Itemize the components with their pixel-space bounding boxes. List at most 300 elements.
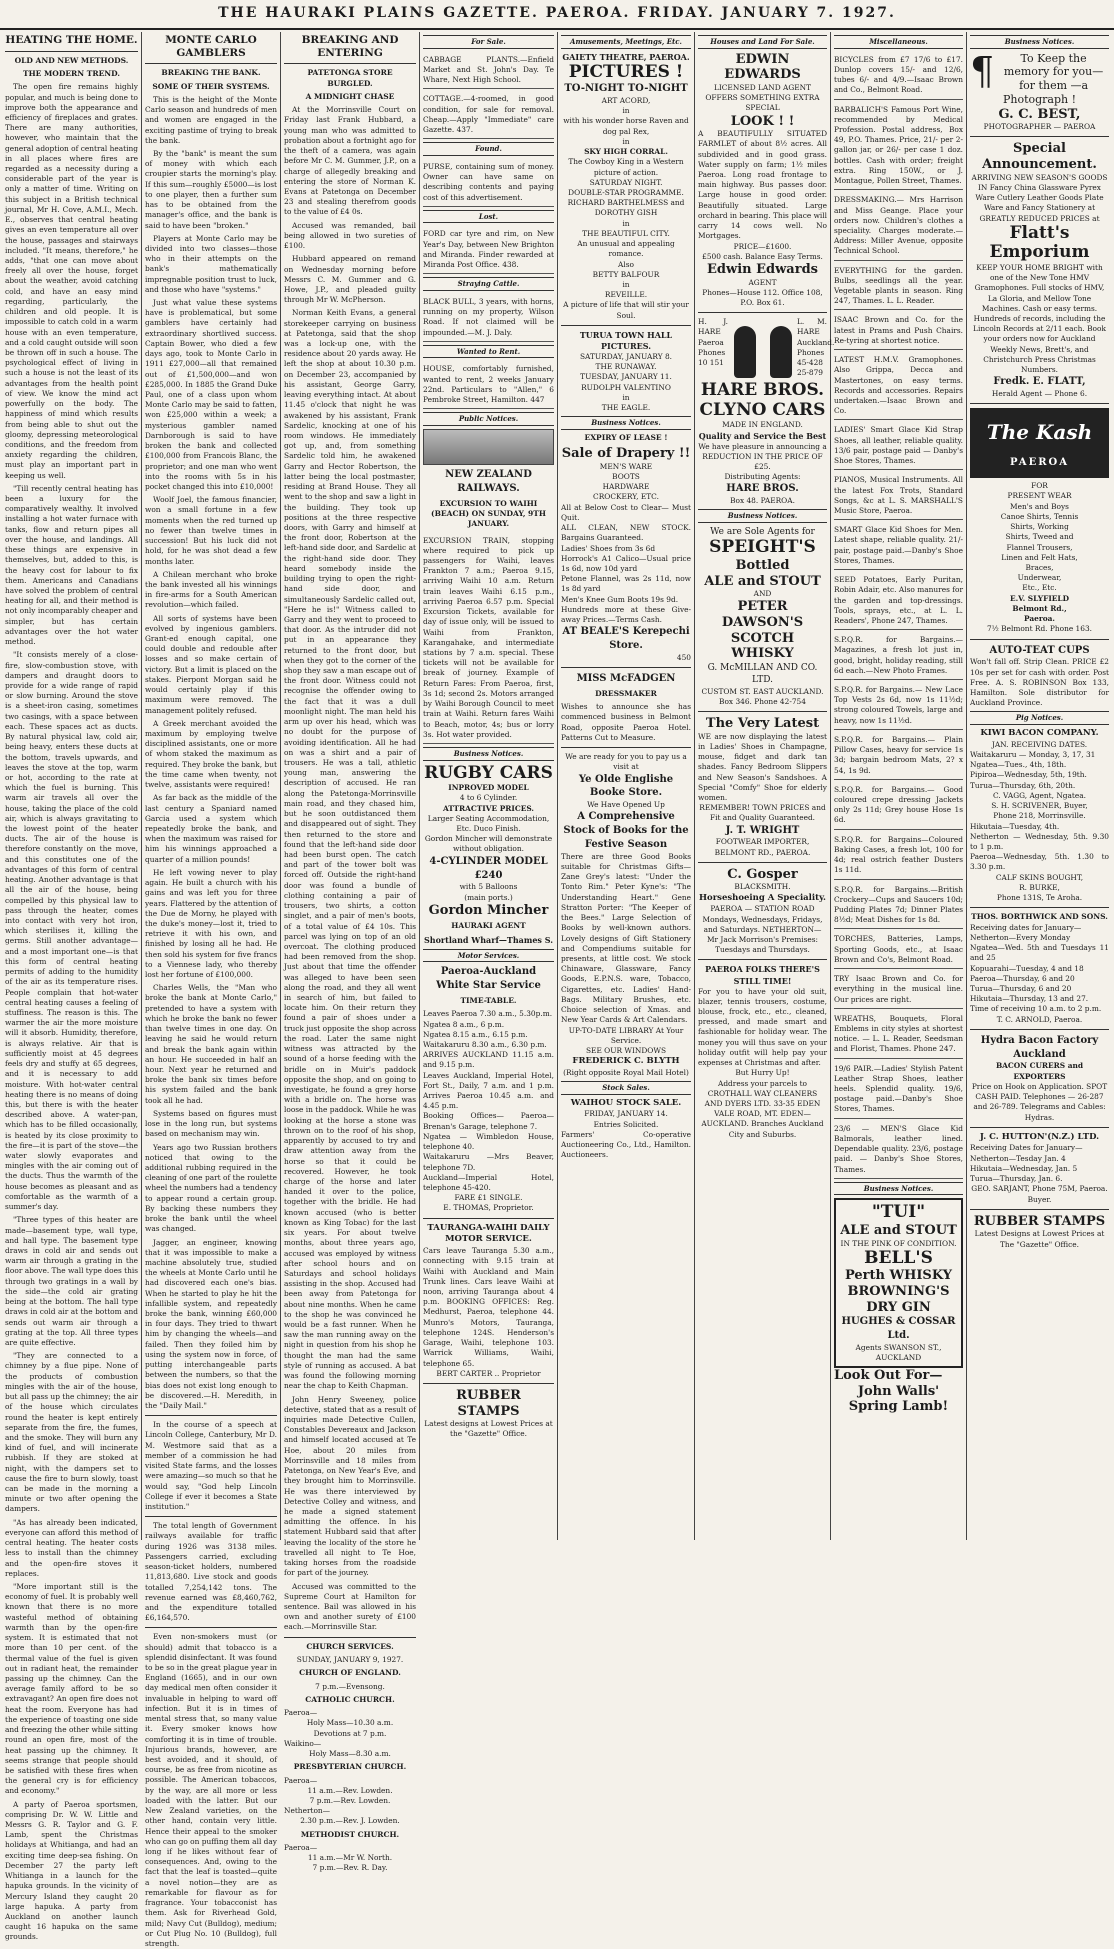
kiwi-line: Hikutaia—Tuesday, 4th. [970,821,1060,831]
farm-price: PRICE—£1600. [733,241,792,251]
programme-line: SATURDAY NIGHT. [589,177,663,187]
programme-line: REVEILLE. [604,290,648,300]
church-line: Holy Mass—10.30 a.m. [306,1718,394,1728]
divider [145,1627,277,1628]
borthwick-line: Paeroa—Thursday, 6 and 20 [970,973,1075,983]
church-line: Paeroa— [284,1708,318,1718]
church-line: 11 a.m.—Rev. Lowden. [307,1785,393,1795]
misc-ad: BICYCLES from £7 17/6 to £17. Dunlop covers 15/- and 12/6, tubes 6/- and 4/9.—Isaac Brown and Co., Belmont Road. [834,52,963,100]
bus-line: Ngatea 8.15 a.m., 6.15 p.m. [423,1029,528,1039]
kash-line: Shirts, Tweed and [1005,532,1074,542]
programme-line: with his wonder horse Raven and dog pal Rex, [563,116,689,136]
divider [423,1218,554,1219]
bells: BELL'S [864,1247,933,1268]
divider [970,639,1109,640]
misc-ad: S.P.Q.R. for Bargains.— Magazines, a fresh lot just in, good, bright, holiday reading, still 6d each.—New Photo Frames. [834,632,963,680]
mincher-name: Gordon Mincher [428,902,549,918]
perth-whisky: Perth WHISKY [844,1268,953,1284]
paragraph: A Chilean merchant who broke the bank invested all his winnings in fire-arms for a South American revolution—which failed. [145,569,277,610]
kash-line: Men's and Boys [1010,501,1069,511]
classified-ad: FORD car tyre and rim, on New Year's Day, between New Brighton and Miranda. Finder rewarded at Miranda Post Office. 438. [423,226,554,274]
clyno-cars: CLYNO CARS [699,399,826,420]
borthwick-line: Turua—Thursday, 6 and 20 [970,983,1072,993]
clyno-text: We have pleasure in announcing a REDUCTION IN THE PRICE OF £25. [698,441,827,471]
article-title: MONTE CARLO GAMBLERS [165,34,257,59]
classified-ad: BLACK BULL, 3 years, with horns, running on my property, Wilson Road. If not claimed will be impounded.—M. J. Daly. [423,294,554,342]
hydra-title: Hydra Bacon Factory Auckland [980,1034,1099,1060]
programme-line: An unusual and appealing romance. [577,239,675,259]
category-misc: Miscellaneous. [834,35,963,49]
flatt-sub: Herald Agent — Phone 6. [991,389,1088,399]
category-lost: Lost. [423,210,554,224]
kiwi-line: Paeroa—Wednesday, 5th. 1.30 to 3.30 p.m. [970,852,1109,872]
programme-line: RICHARD BARTHELMESS and DOROTHY GISH [567,198,685,218]
divider [284,1637,416,1638]
divider [970,1029,1109,1030]
programme-line: in [622,136,630,146]
category-business: Business Notices. [698,509,827,523]
article-title: BREAKING AND ENTERING [301,34,399,59]
dressmaker-text: Wishes to announce she has commenced business in Belmont Road, opposite Paeroa Hotel. Patterns Cut to Measure. [561,702,691,742]
bookstore-opened: We Have Opened Up [587,800,665,810]
mcmillan-box: Box 346. Phone 42-754 [719,696,806,706]
church-date: SUNDAY, JANUARY 9, 1927. [296,1654,404,1664]
very-latest: The Very Latest [705,716,820,732]
paragraph: Norman Keith Evans, a general storekeeper carrying on business at Patetonga, said that the shop was a lock-up one, with the residence about 20 yards away. He left the shop at about 10.30 p.m. on December 23, accompanied by his assistant, George Garry, leaving everything intact. At about 11.45 o'clock that night he was awakened by his assistant, Frank Sardelic, knocking at one of his room windows. He immediately got up, and, from something Sardelic told him, he awakened Garry and Hector Robertson, the latter being the local postmaster, residing at Brand House. They all went to the shop and saw a light in the building. They took up positions at the three respective doors, with Garry and himself at the front door, Robertson at the left-hand side door, and Sardelic at the right-hand side door. They heard somebody inside the building trying to open the right-hand side door, and simultaneously Sardelic called out, "Here he is!" Witness called to Garry and they went to proceed to that door. As the intruder did not put in an appearance they returned to the front door, but when they got to the corner of the shop they saw a man escape out of the front door. Witness could not recognise the offender owing to the fact that it was a dull moonlight night. The man held his arm up over his head, which was no doubt for the purpose of avoiding identification. All he had on was a shirt and a pair of trousers. He was a tall, athletic young man, answering the description of accused. He ran along the Patetonga-Morrinsville main road, and they chased him, but he soon outdistanced them and disappeared out of sight. They then returned to the store and found that the left-hand side door had been burst open. The catch and part of the tower bolt was forced off. Outside the right-hand door was found a bundle of clothing containing a pair of trousers, two shirts, a cotton singlet, and a pair of men's boots, of a total value of £4 10s. This parcel was lying on top of an old overcoat. The clothing produced had been removed from the shop. Just about that time the offender was alleged to have been seen along the road, and they all went in search of him, but failed to locate him. On their return they found a pair of shoes under a truck just opposite the shop across the road. Later the same night witness was attracted by the sound of a horse feeding with the bridle on in Muir's paddock opposite the shop, and on going to investigate, he found a grey horse with a bridle on. The horse was loose in the paddock. While he was looking at the horse a stone was thrown on to the roof of his shop, apparently by accused to try and draw attention away from the horse so that it could be recovered. However, he took charge of the horse and later handed it over to the police, together with the bridle. He had known accused (who is better known as King Tobac) for the last six years. For about twelve months, about three years ago, accused was employed by witness after school hours and on Saturdays and school holidays assisting in the shop. Accused had been away from Patetonga for about nine months. When he came to the shop he was convinced he would be a fast runner. When he saw the man running away on the night in question from his shop he thought the man had the same style of running as accused. A bat was found the following morning near the chap to Keith Chapman. [284,308,416,1391]
programme-line: THE BEAUTIFUL CITY. [582,228,670,238]
borthwick-line: Receiving dates for January— [970,922,1082,932]
drapery-title: Sale of Drapery !! [561,446,691,462]
keep-memory: To Keep the memory for you—for them —a Photograph ! [1002,51,1104,106]
divider [698,959,827,960]
dressmaker-name: MISS McFADGEN [576,673,676,685]
speights: SPEIGHT'S [709,537,816,558]
divider [698,862,827,863]
misc-ad: 19/6 PAIR.—Ladies' Stylish Patent Leather Strap Shoes, leather heels. Splendid quality. 19/6, postage paid.—Danby's Shoe Stores, Thames. [834,1061,963,1119]
bus-line: Booking Offices— Paeroa—Brenan's Garage, telephone 7. [423,1111,554,1131]
rugby-title: RUGBY CARS [424,762,553,783]
kash-line: Underwear, [1017,573,1062,583]
and: AND [753,589,772,599]
church-line: Paeroa— [284,1842,318,1852]
kiwi-line: Ngatea—Tues., 4th, 18th. [970,760,1067,770]
train-illustration [423,429,554,465]
category-for-sale: For Sale. [423,35,554,49]
tui-ad [834,1198,963,1368]
divider [561,667,691,668]
rugby-line: Larger Seating Accommodation, Etc. Duco Finish. [427,813,550,834]
programme-line: in [622,279,630,289]
kiwi-line: Waitakaruru — Monday, 3, 17, 31 [970,750,1096,760]
paragraph: This is the height of the Monte Carlo season and hundreds of men and women are engaged in the exciting pastime of trying to break the bank. [145,94,277,145]
article-subtitle-2: SOME OF THEIR SYSTEMS. [152,81,270,91]
drapery-line: Horrock's A1 Calico—Usual price 1s 6d, now 10d yard [561,553,691,573]
hare-header [698,317,835,381]
bus-subtitle: TIME-TABLE. [460,995,517,1005]
divider [284,63,416,64]
edwin-title: EDWIN EDWARDS [724,51,801,83]
bus-line: ARRIVES AUCKLAND 11.15 a.m. and 9.15 p.m. [423,1050,554,1070]
look-out: Look Out For— [834,1368,943,1384]
hydra-sub: BACON CURERS and EXPORTERS [995,1061,1084,1081]
drapery-line: Men's Knee Gum Boots 19s 9d. [561,594,679,604]
hutton-line: Receiving Dates for January— [970,1143,1083,1153]
paragraph: "Till recently central heating has been a luxury for the comparatively wealthy. It involved installing a hot water furnace with tanks, flow and return pipes all over the house, and landings. All these things are expensive in themselves, but, added to this, is the heavy cost for labour to fix them. Americans and Canadians have solved the problem of central heating for all, and their method is not only incomparably cheaper and simpler, but has certain advantages over the hot water method. [5,483,138,647]
look-heading: LOOK ! ! [730,113,795,129]
rugby-line: 4-CYLINDER MODEL £240 [429,855,548,881]
tui-title: "TUI" [871,1202,926,1223]
tauranga-title: TAURANGA-WAIHI DAILY MOTOR SERVICE. [427,1222,550,1245]
misc-ad: BARBALICH'S Famous Port Wine, recommended by Medical Profession. Postal address, Box 49, P.O. Thames. Price, 21/- per 2-gallon jar, or 26/- per case 1 doz. bottles. Cash with order; freight extra. Ring 150W., or J. Montague, Pollen Street, Thames. [834,102,963,191]
kash-line: PRESENT WEAR [1007,491,1072,501]
borthwick-line: T. C. ARNOLD, Paeroa. [996,1014,1083,1024]
railways-text: EXCURSION TRAIN, stopping where required to pick up passengers for Waihi, leaves Frankton 7 a.m.; Paeroa 9.15, arriving Waihi 10 a.m. Return train leaves Waihi 6.15 p.m., arriving Paeroa 6.57 p.m. Special Excursion Tickets, available for day of issue only, will be issued to Waihi from Frankton, Karangahake, and intermediate stations by 7 a.m. special. These tickets will not be available for break of journey. Example of Return Fares: From Paeroa, first, 3s 1d; second 2s. Motors arranged by Waihi Borough Council to meet train at Waihi. Return fares Waihi to Beach, motor, 4s; bus or lorry 3s. Hot water provided. [423,533,554,744]
divider [970,907,1109,908]
misc-ad: PIANOS, Musical Instruments. All the latest Fox Trots, Standard Songs, &c at L. S. MARSHALL'S Music Store, Paeroa. [834,472,963,520]
church-line: Netherton— [284,1806,331,1816]
bookstore-name: Ye Olde Englishe Booke Store. [578,773,674,799]
kash-line: E.V. SLYFIELD [1009,593,1070,603]
misc-ad: TRY Isaac Brown and Co. for everything in the musical line. Our prices are right. [834,971,963,1009]
paragraph: By the "bank" is meant the sum of money with which each croupier starts the morning's play. If this sum—roughly £5000—is lost to one player, then a further sum has to be obtained from the manager's office, and the bank is said to have been "broken." [145,148,277,230]
category-straying: Straying Cattle. [423,277,554,291]
tui-sub: ALE and STOUT [840,1222,957,1238]
hare-bros: HARE BROS. [700,380,825,401]
category-amusements: Amusements, Meetings, Etc. [561,35,691,49]
farmers-coop: Farmers' Co-operative Auctioneering Co., Ltd., Hamilton. Auctioneers. [561,1129,691,1160]
hutton-line: GEO. SARJANT, Phone 75M, Paeroa. Buyer. [971,1184,1108,1204]
kash-line: Belmont Rd., [1012,603,1067,613]
article-subtitle: OLD AND NEW METHODS. [14,55,129,65]
edwin-signature: Edwin Edwards [707,261,818,277]
bus-line: Leaves Auckland, Imperial Hotel, Fort St., Daily, 7 a.m. and 1 p.m. Arrives Paeroa 10.45 a.m. and 4.45 p.m. [423,1070,554,1111]
bus-line: Leaves Paeroa 7.30 a.m., 5.30p.m. [423,1009,553,1019]
column-miscellaneous [831,32,967,1540]
kash-name: The Kash [986,420,1093,445]
town-hall-line: RUDOLPH VALENTINO [581,382,671,392]
autoteat-text: Won't fall off. Strip Clean. PRICE £2 10s per set for cash with order. Post Free. A. S. ROBINSON Box 133, Hamilton. Sole distributor for Auckland Province. [970,657,1109,708]
horseshoeing: Horseshoeing A Speciality. [699,892,826,903]
rugby-line: ATTRACTIVE PRICES. [442,803,535,813]
kiwi-line: Netherton — Wednesday, 5th. 9.30 to 1 p.m. [970,831,1109,851]
drapery-line: MEN'S WARE [599,461,653,471]
divider [698,711,827,712]
church-line: Paeroa— [284,1775,318,1785]
town-hall-line: THE RUNAWAY. [595,362,657,372]
kash-line: Flannel Trousers, [1006,542,1073,552]
pilcrow-icon: ¶ [970,48,995,93]
column-classifieds [420,32,558,1540]
classified-ad: COTTAGE.—4-roomed, in good condition, for sale for removal. Cheap.—Apply "Immediate" care Gazette. 437. [423,91,554,139]
stock-sale-sub: Entries Solicited. [593,1119,659,1129]
autoteat-title: AUTO-TEAT CUPS [989,644,1090,656]
church-line: 7 p.m.—Rev. R. Day. [312,1863,388,1873]
ad-number: 450 [676,652,691,662]
borthwick-line: Time of receiving 10 a.m. to 2 p.m. [970,1004,1102,1014]
windows: SEE OUR WINDOWS [585,1045,667,1055]
borthwick-line: Hikutaia—Thursday, 13 and 27. [970,994,1089,1004]
programme-line: in [622,218,630,228]
church-heading: METHODIST CHURCH. [300,1829,400,1839]
borthwick-line: Netherton—Every Monday [970,932,1071,942]
paragraph: A Greek merchant avoided the maximum by employing twelve disciplined assistants, one or more of whom staked the maximum as required. They broke the bank, but the time came when twenty, not twelve, assistants were required! [145,718,277,790]
hurry: But Hurry Up! [735,1068,790,1078]
latest-text: WE are now displaying the latest in Ladies' Shoes in Champagne, mouse, fidget and dark tan shades. Fancy Bedroom Slippers and New Season's Sandshoes. A Special "Comfy" Shoe for elderly women. [698,731,827,802]
bus-line: E. THOMAS, Proprietor. [443,1203,534,1213]
railways-subtitle: EXCURSION TO WAIHI (BEACH) ON SUNDAY, 9TH JANUARY. [431,498,546,529]
divider [970,1209,1109,1210]
clyno-quality: Quality and Service the Best [698,430,827,441]
kash-line: Etc., Etc. [1022,583,1057,593]
bus-line: Ngatea — Wimbledon House, telephone 40. [423,1131,554,1152]
column-business-notices [967,32,1112,1540]
church-heading: CATHOLIC CHURCH. [305,1694,395,1704]
misc-ad: S.P.Q.R. for Bargains.— Plain Pillow Cases, heavy for service 1s 3d; bargain bedroom Mats, 2? x 54, 1s 9d. [834,732,963,780]
masthead [0,0,1114,30]
paragraph: Systems based on figures must lose in the long run, but systems based on mechanism may win. [145,1108,277,1139]
paragraph: Hubbard appeared on remand on Wednesday morning before Messrs C. M. Gummer and G. Howe, J.P., and pleaded guilty through Mr W. McPherson. [284,254,416,305]
paragraph: Woolf Joel, the famous financier, won a small fortune in a few moments when the red turned up no fewer than twelve times in succession! But his luck did not hold, for he was shot dead a few months later. [145,495,277,566]
bus-line: Waitakaruru 8.30 a.m., 6.30 p.m. [423,1039,547,1049]
remember: REMEMBER! TOWN PRICES and Fit and Quality Guaranteed. [699,803,826,823]
misc-ad: TORCHES, Batteries, Lamps, Sporting Goods, etc., at Isaac Brown and Co's, Belmont Road. [834,931,963,969]
divider [970,1127,1109,1128]
town-hall-title: TURUA TOWN HALL PICTURES. [579,329,673,351]
paragraph: He left vowing never to play again. He built a church with his gains and was left you for three years. Flattered by the attention of the Due de Morny, he played with the duke's money—lost it, tried to retrieve it with his own, and finished by losing all he had. He then sold his system for five francs to a Viennese lady, who thereby lost her fortune of £100,000. [145,867,277,980]
flatts-emporium: Flatt's Emporium [989,222,1090,263]
drapery-line: HARDWARE [602,482,650,492]
paragraph: As far back as the middle of the last century a Spaniard named Garcia used a system which repeatedly broke the bank, and when the maximum was raised for him his winnings approached a quarter of a million pounds! [145,793,277,864]
borthwick-line: Ngatea—Wed. 5th and Tuesdays 11 and 25 [970,943,1109,963]
best-name: G. C. BEST, [998,106,1081,122]
folks-text: For you to have your old suit, blazer, tennis trousers, costume, blouse, frock, etc., etc., cleaned, pressed, and made smart and fashionable for holiday wear. The money you will thus save on your holiday outfit will help pay your expenses at Christmas and after. [698,986,827,1068]
article-title: HEATING THE HOME. [5,34,138,46]
paragraph: At the Morrinsville Court on Friday last Frank Hubbard, a young man who was admitted to probation about a fortnight ago for the theft of a camera, was again before Mr C. M. Gummer, J.P., on a charge of allegedly breaking and entering the store of Norman K. Evans at Patetonga on December 23 and stealing therefrom goods to the value of £4 0s. [284,105,416,217]
drapery-line: CROCKERY, ETC. [593,492,659,502]
article-subtitle-2: A MIDNIGHT CHASE [305,91,395,101]
classified-ad: CABBAGE PLANTS.—Enfield Market and St. John's Day. Te Whare, Next High School. [423,52,554,90]
paragraph: "Three types of this heater are made—basement type, wall type, and hall type. The basement type draws in cold air and sends out warm air through a grating in the floor above. The wall type does this through two gratings in a wall by the side—the cold air grating being at the bottom. The hall type draws in cold air at the bottom and sends out warm air through a grating at the top. All three types are quite effective. [5,1215,138,1347]
sole-agents: We are Sole Agents for [710,527,815,538]
church-line: Waikino— [284,1738,322,1748]
flatt-text: KEEP YOUR HOME BRIGHT with one of the New Tone HMV Gramophones. Full stocks of HMV, La Gloria, and Mellow Tone Machines. Cash or easy terms. Hundreds of records, including the Lincoln Records at 2/11 each. Book your orders now for Auckland Weekly News, Brett's, and Christchurch Press Christmas Numbers. [973,262,1106,375]
paragraph: A party of Paeroa sportsmen, comprising Dr. W. W. Little and Messrs G. R. Taylor and G. F. Lamb, spent the Christmas holidays at Whitianga, and had an exciting time deep-sea fishing. On December 27 the party left Whitianga in a launch for the hapuka grounds. In the vicinity of Mercury Island they caught 20 large hapuka. A party from Auckland on another launch caught 16 hapuka on the same grounds. [5,1799,138,1942]
paragraph: "More important still is the economy of fuel. It is probably well known that there is no more wasteful method of obtaining warmth than by the open-fire system. It is estimated that not more than 10 per cent. of the thermal value of the fuel is given out in radiant heat, the remainder passing up the chimney. Can the average family afford to be so extravagant? An open fire does not heat the room. Everyone has had the experience of toasting one side and freezing the other while sitting round an open fire, most of the heat passing up the chimney. It seems strange that people should be satisfied with these fires when the general cry is for efficiency and economy." [5,1582,138,1796]
masthead-title: THE HAURAKI PLAINS GAZETTE. PAEROA. FRIDAY. JANUARY 7. 1927. [218,5,896,21]
blyth-sub: (Right opposite Royal Mail Hotel) [563,1067,689,1077]
theatre-name: GAIETY THEATRE, PAEROA. [562,51,690,62]
category-wanted: Wanted to Rent. [423,345,554,359]
category-business: Business Notices. [970,35,1109,49]
paragraph: In the course of a speech at Lincoln College, Canterbury, Mr D. M. Westmore said that as a member of a commission he had visited State farms, and the losses were amazing—so much so that he would say, "God help Lincoln College if ever it becomes a State institution." [145,1420,277,1511]
best-sub: PHOTOGRAPHER — PAEROA [983,122,1096,132]
programme-line: Also [618,259,634,269]
drapery-line: ALL CLEAN, NEW STOCK. Bargains Guaranteed. [561,523,691,543]
bottled: Bottled [735,558,790,574]
rabbits-logo [734,320,792,378]
misc-ad: WREATHS, Bouquets, Floral Emblems in city styles at shortest notice. — L. L. Reader, Seedsman and Florist, Thames. Phone 247. [834,1011,963,1059]
paragraph: "It consists merely of a close-fire, slow-combustion stove, with dampers and draught doors to provide for a wide range of rapid or slow burning. Around the stove is a sheet-iron casing, sometimes two casings, with a space between each. These spaces act as ducts. By natural physical law, cold air, being heavy, enters these ducts at the bottom, travels upwards, and leaves the stove at the top, warm or hot, according to the rate at which the fuel is burning. This warm air travels all over the house, taking the place of the cold air, which is always gravitating to the lowest point of the heater ducts. The air of the house is therefore constantly on the move, and this constitutes one of the advantages of this form of central heating. Another advantage is that all the air of the house, being compelled by this physical law to pass through the heater, comes into contact with very hot iron, which sterilises it, killing the germs. Still another advantage—and a most important one—is that this form of central heating permits of adding to the humidity of the air as its temperature rises. People complain that hot-water central heating causes a feeling of stuffiness. The reason is this. The warmer the air the more moisture will it absorb. Humidity, therefore, is always relative. Air that is sufficiently moist at 45 degrees feels dry and stuffy at 65 degrees, and it is necessary to add moisture. With hot-water central heating there is no means of doing this, but there is with the heater described above. A water-pan, which has to be filled occasionally, is heated by its close proximity to the fire—it is part of the stove—the water slowly evaporates and mingles with the air coming out of the ducts. Thus the warmth of the house becomes as pleasant and as comfortable as the warmth of a summer's day. [5,650,138,1212]
divider [5,51,138,52]
stock-sale-date: FRIDAY, JANUARY 14. [584,1109,668,1119]
kash-for: FOR [1031,481,1048,491]
classified-ad: PURSE, containing sum of money. Owner can have same on describing contents and paying cost of this advertisement. [423,159,554,207]
hutton-line: Hikutaia—Wednesday, Jan. 5 [970,1163,1078,1173]
category-houses: Houses and Land For Sale. [698,35,827,49]
programme-line: The Cowboy King in a Western picture of action. [568,157,684,177]
rugby-line: with 5 Balloons [459,882,518,892]
kiwi-line: R. BURKE, [1019,882,1060,892]
column-monte-carlo [142,32,281,1948]
category-business: Business Notices. [561,416,691,430]
beale-store: AT BEALE'S Kerepechi Store. [562,626,690,652]
kiwi-line: CALF SKINS BOUGHT, [995,872,1084,882]
mcmillan: G. McMILLAN AND CO. LTD. [707,662,818,686]
kash-line: Braces, [1025,563,1054,573]
bus-title: Paeroa-Auckland White Star Service [436,966,541,992]
category-business: Business Notices. [423,747,554,761]
kiwi-line: Pipiroa—Wednesday, 5th, 19th. [970,770,1087,780]
gosper-sub: BLACKSMITH. [734,882,791,892]
category-pig: Pig Notices. [970,711,1109,725]
category-business: Business Notices. [834,1182,963,1196]
church-line: 11 a.m.—Mr W. North. [307,1853,393,1863]
library: UP-TO-DATE LIBRARY At Your Service. [568,1025,684,1045]
article-subtitle-2: THE MODERN TREND. [23,68,120,78]
misc-ad: 23/6 — MEN'S Glace Kid Balmorals, leather lined. Dependable quality. 23/6, postage paid. — Danby's Shoe Stores, Thames. [834,1121,963,1179]
divider [561,747,691,748]
church-heading: CHURCH OF ENGLAND. [299,1668,401,1678]
divider [970,403,1109,404]
paragraph: Charles Wells, the "Man who broke the bank at Monte Carlo," pretended to have a system with which he broke the bank no fewer than twelve times in one day. On leaving he said he would return and break the bank again within an hour. He succeeded in half an hour. Next year he returned and broke the bank six times before his system failed and the bank took all he had. [145,983,277,1105]
mincher-sub: HAURAKI AGENT [451,921,526,931]
paragraph: "They are connected to a chimney by a flue pipe. None of the products of combustion mingles with the air of the house, but all pass up the chimney; the air of the house which circulates round the heater is kept entirely separate from the fire, the fumes, and the smoke. They will burn any kind of fuel, and will incinerate rubbish. If they are stoked at night, with the dampers set to cause the fire to burn slowly, toast can be made in the morning a minute or two after opening the dampers. [5,1351,138,1514]
john-walls: John Walls' Spring Lamb! [848,1383,949,1415]
rugby-line: 4 to 6 Cylinder. [459,793,518,803]
kash-line: Canoe Shirts, Tennis [1000,511,1079,521]
kash-logo [970,408,1109,478]
programme-line: DOUBLE-STAR PROGRAMME. [568,188,684,197]
blyth-name: FREDERICK C. BLYTH [572,1056,680,1067]
misc-ad: EVERYTHING for the garden. Bulbs, seedlings all the year. Vegetable plants in season. Ring 247, Thames. L. L. Reader. [834,263,963,311]
church-title: CHURCH SERVICES. [306,1641,394,1651]
category-motor: Motor Services. [423,949,554,963]
farm-text: A BEAUTIFULLY SITUATED FARMLET of about 8½ acres. All subdivided and in good grass. Water supply on farm; 1½ miles Paeroa. Long road frontage to main highway. Bus passes door. Large house in good order. Beautifully situated. Large orchard in bearing. This place will carry 14 cows well. No Mortgages. [698,129,827,241]
rugby-line: (main ports.) [464,892,513,902]
misc-ad: SEED Potatoes, Early Puritan, Robin Adair, etc. Also manures for the garden and top-dressings. Tools, sprays, etc., at L. L. Readers', Phone 247, Thames. [834,572,963,630]
edwin-agent: AGENT [748,277,777,287]
gosper-text: PAEROA — STATION ROAD Mondays, Wednesdays, Fridays, and Saturdays. NETHERTON— Mr Jack Morrison's Premises: Tuesdays and Thursdays. [702,904,823,955]
misc-ad: S.P.Q.R. for Bargains—Coloured Baking Cases, a fresh lot, 100 for 4d; real ostrich feather Dusters 1s 11d. [834,832,963,880]
programme-line: ART ACORD, [601,96,651,106]
pictures-title: PICTURES ! [568,61,684,82]
hare-left: H. J. HARE Paeroa Phones 10 151 [698,317,728,368]
peter-dawson: PETER DAWSON'S [721,599,804,631]
hutton-line: Netherton—Tesday Jan. 4 [970,1153,1066,1163]
customs-st: CUSTOM ST. EAST AUCKLAND. [701,686,824,696]
category-found: Found. [423,142,554,156]
edwin-sub: LICENSED LAND AGENT OFFERS SOMETHING EXTRA SPECIAL [705,82,820,113]
kash-line: Linen and Felt Hats, [1001,552,1078,562]
drapery-line: Petone Flannel, was 2s 11d, now 1s 8d yard [561,574,691,594]
kiwi-line: Phone 131S, Te Aroha. [996,893,1083,903]
column-breaking-entering [281,32,420,1873]
photograph-ad [970,48,1109,107]
paragraph: Jagger, an engineer, knowing that it was impossible to make a machine absolutely true, studied the wheels at Monte Carlo until he had discovered each one's bias. When he started to play he hit the infallible system, and repeatedly broke the bank, winning £60,000 in four days. They tried to thwart him by changing the wheels—and failed. Then they foiled him by using the system now in force, of putting interchangeable parts between the numbers, so that the bias does not exist long enough to be discovered.—H. Meredith, in the "Daily Mail." [145,1237,277,1410]
wright-name: J. T. WRIGHT [725,824,800,836]
clyno-made: MADE IN ENGLAND. [722,420,803,430]
kash-foot: 7½ Belmont Rd. Phone 163. [986,624,1093,634]
kiwi-sub: JAN. RECEIVING DATES. [991,739,1088,749]
flatt-name: Fredk. E. FLATT, [993,376,1086,388]
tauranga-text: Cars leave Tauranga 5.30 a.m., connecting with 9.15 train at Waihi with Auckland and Main Trunk lines. Cars leave Waihi at noon, arriving Tauranga about 4 p.m. BOOKING OFFICES: Reg. Medhurst, Paeroa, telephone 44. Munro's Motors, Tauranga, telephone 124S. Henderson's Garage, Waihi, telephone 103. Warrick Williams, Waihi, telephone 65. [423,1246,554,1368]
crothall: Address your parcels to CROTHALL WAY CLEANERS AND DYERS LTD. 33-35 EDEN VALE ROAD, MT. EDEN—AUCKLAND. Branches Auckland City and Suburbs. [701,1078,824,1139]
hare-right: L. M. HARE Auckland. Phones 45-428 25-879 [797,317,835,378]
hare-box: Box 48. PAEROA. [730,496,795,506]
kiwi-line: S. H. SCRIVENER, Buyer, [991,801,1088,811]
kiwi-title: KIWI BACON COMPANY. [980,728,1099,739]
column-amusements [558,32,695,1540]
drapery-line: All at Below Cost to Clear— Must Quit. [561,502,691,522]
rugby-line: INPROVED MODEL [448,783,529,793]
scotch-whisky: SCOTCH WHISKY [730,630,795,662]
paragraph: Even non-smokers must (or should) admit that tobacco is a splendid disinfectant. It was found to be so in the great plague year in England (1665), and in our own day medical men often consider it invaluable in helping to ward off infection. But it is in times of mental stress that, so many value it. Every smoker knows how comforting it is in time of trouble. Injurious brands, however, are best avoided, and it should, of course, be as free from nicotine as possible. The American tobaccos, by the way, are all more or less loaded with the latter. But our New Zealand varieties, on the other hand, contain very little. Hence their appeal to the smoker who can go on puffing them all day long if he likes without fear of consequences. And, owing to the fact that the leaf is toasted—quite a novel notion—they are as remarkable for flavour as for fragrance. Your tobacconist has them. Ask for Riverhead Gold, mild; Navy Cut (Bulldog), medium; or Cut Plug No. 10 (Bulldog), full strength. [145,1632,277,1948]
misc-ad: LADIES' Smart Glace Kid Strap Shoes, all leather, reliable quality. 13/6 pair, postage paid — Danby's Shoe Stores, Thames. [834,422,963,470]
edwin-phones: Phones—House 112. Office 108, P.O. Box 61. [702,287,823,307]
hughes-sub: Agents SWANSON ST., AUCKLAND [855,1342,942,1362]
divider [145,1415,277,1416]
column-houses-land [695,32,835,1540]
rubber-stamps-text: Latest designs at Lowest Prices at the "Gazette" Office. [424,1419,553,1439]
church-heading: PRESBYTERIAN CHURCH. [293,1762,407,1772]
kiwi-line: C. VAGG, Agent, Ngatea. [992,790,1087,800]
divider [698,312,827,313]
tonight: TO-NIGHT TO-NIGHT [564,83,688,95]
article-subtitle: BREAKING THE BANK. [161,68,261,78]
folks-title: PAEROA FOLKS THERE'S STILL TIME! [705,964,820,986]
rabbit-icon [770,326,792,378]
church-line: Holy Mass—8.30 a.m. [309,1748,391,1758]
clyno-distrib: Distributing Agents: [724,472,801,482]
divider [970,136,1109,137]
hare-bros-2: HARE BROS. [726,483,799,495]
bus-line: Waitakaruru —Mrs Beaver, telephone 7D. [423,1152,554,1172]
misc-ad: S.P.Q.R. for Bargains.—British Crockery—Cups and Saucers 10d; Pudding Plates 7d; Dinner Plates 8½d; Meat Dishes for 1s 8d. [834,882,963,930]
paragraph: Players at Monte Carlo may be divided into two classes—those who in their attempts on the bank's mathematically impregnable position trust to luck, and those who have "systems." [145,233,277,294]
misc-ad: ISAAC Brown and Co. for the latest in Prams and Push Chairs. Re-tyring at shortest notice. [834,312,963,350]
divider [423,1383,554,1384]
tauranga-proprietor: BERT CARTER .. Proprietor [436,1368,541,1378]
brownings: BROWNING'S [847,1283,950,1299]
kiwi-line: Phone 218, Morrinsville. [993,811,1086,821]
hutton-line: Turua—Thursday, Jan. 6. [970,1174,1063,1184]
hydra-text: Price on Hook on Application. SPOT CASH PAID. Telephones — 26-287 and 26-789. Telegrams and Cables: Hydras. [971,1081,1108,1122]
dressmaker-sub: DRESSMAKER [595,688,657,698]
town-hall-line: SATURDAY, JANUARY 8. [579,351,673,361]
paragraph: The open fire remains highly popular, and much is being done to improve both the appearance and efficiency of fireplaces and grates. There are many authorities, however, who maintain that the general adoption of central heating in all places where fires are regarded as a necessity during a considerable part of the year is only a matter of time. Writing on this subject in a British technical journal, Mr H. Cove, A.M.I., Mech. E., observes that central heating gives an even temperature all over the house, passages and stairways included. "It means, therefore," he adds, "that one can move about freely all over the house, forget about the weather, avoid catching cold, and have an easy mind regarding, particularly, the children and old people. It is impossible to catch cold in a warm house with an even temperature, and a cold caught outside will soon be thrown off in such a house. The psychological effect of living in such a house is not the least of its advantages from the health point of view. We know the mind act powerfully on the body. The happiness of mind which results from being able to shut out the gloomy, depressing meteorological conditions, and the freedom from anxiety regarding the children, must play an important part in keeping us well. [5,82,138,480]
programme-line: A picture of life that will stir your Soul. [563,300,689,320]
farm-terms: £500 cash. Balance Easy Terms. [702,251,823,261]
dry-gin: DRY GIN [866,1299,931,1315]
bookstore-text: There are three Good Books suitable for Christmas Gifts— Zane Grey's latest: "Under the Tonto Rim." Peter Kyne's: "The Understanding Heart." Gene Stratton Porter: "The Keeper of the Bees." Large Selection of Books by well-known authors. Lovely designs of Gift Stationery and Compendiums suitable for presents, at little cost. We stock Chinaware, Glassware, Fancy Goods, E.P.N.S. ware, Tobacco, Cigarettes, etc. Ladies' Hand-Bags. Military Brushes, etc. Choice selection of Xmas. and New Year Cards & Art Calendars. [561,851,691,1025]
rabbit-icon [734,326,756,378]
article-subtitle: PATETONGA STORE BURGLED. [307,68,393,88]
category-public: Public Notices. [423,412,554,426]
town-hall-line: TUESDAY, JANUARY 11. [580,372,672,382]
kash-line: Shirts, Working [1010,522,1069,532]
bus-line: Ngatea 8 a.m., 6 p.m. [423,1019,505,1029]
programme-line: SKY HIGH CORRAL. [584,147,668,157]
